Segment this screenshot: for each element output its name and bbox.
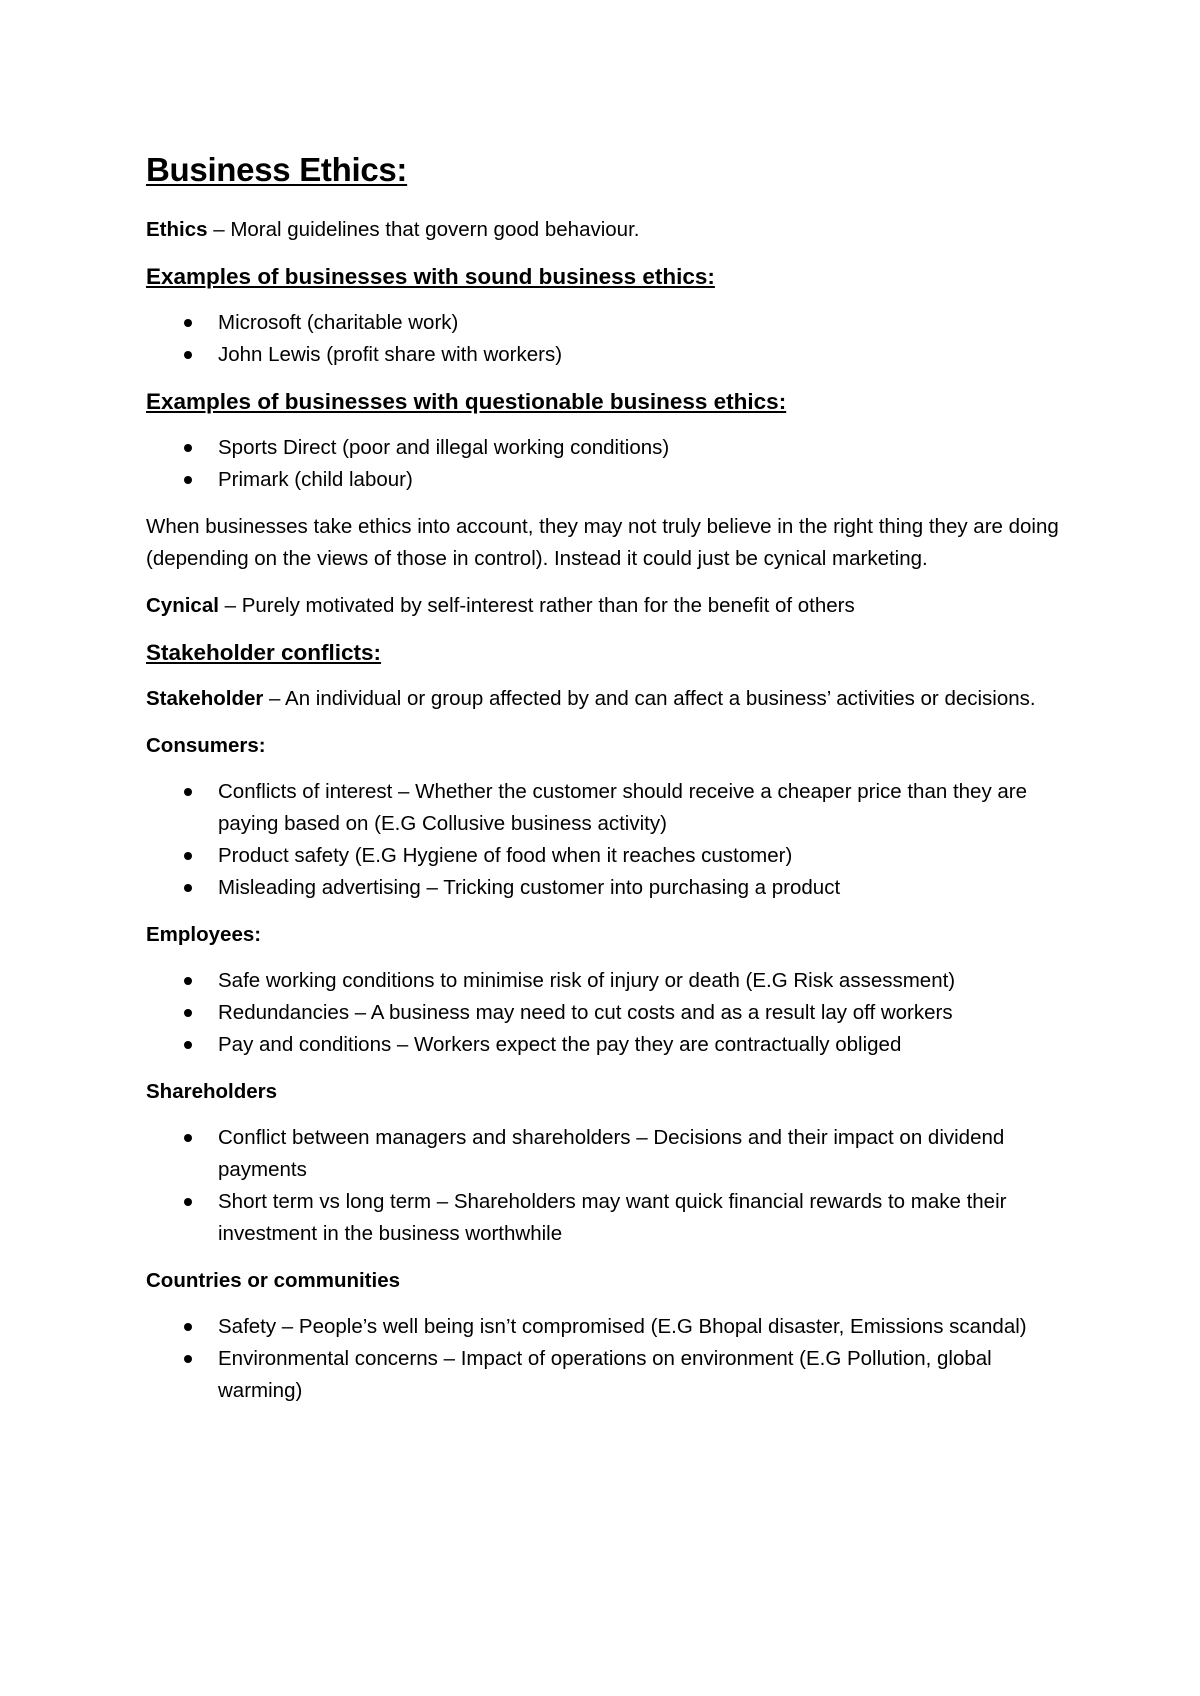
list-item <box>146 1343 1066 1407</box>
bullet-icon <box>184 1198 192 1206</box>
list-item <box>146 872 1066 904</box>
list-item <box>146 339 1066 371</box>
bullet-icon <box>184 852 192 860</box>
stakeholder-definition-text: – An individual or group affected by and can affect a business’ activities or decisions. <box>263 686 1036 710</box>
list-item <box>146 1029 1066 1061</box>
list-item <box>146 840 1066 872</box>
list-item <box>146 432 1066 464</box>
ethics-definition <box>146 214 1066 246</box>
sound-ethics-list <box>146 307 1066 371</box>
stakeholder-heading: Stakeholder conflicts: <box>146 639 382 665</box>
bullet-icon <box>184 319 192 327</box>
bullet-icon <box>184 351 192 359</box>
list-item <box>146 997 1066 1029</box>
employees-heading: Employees: <box>146 922 262 946</box>
ethics-definition-text: – Moral guidelines that govern good behaviour. <box>207 217 640 241</box>
cynical-definition <box>146 590 1066 622</box>
bullet-icon <box>184 444 192 452</box>
list-item <box>146 464 1066 496</box>
stakeholder-term: Stakeholder <box>146 686 264 710</box>
questionable-ethics-list <box>146 432 1066 496</box>
list-item <box>146 776 1066 840</box>
list-item <box>146 1311 1066 1343</box>
list-item-text: Safety – People’s well being isn’t compromised (E.G Bhopal disaster, Emissions scandal) <box>218 1314 1027 1338</box>
shareholders-heading: Shareholders <box>146 1079 278 1103</box>
communities-list <box>146 1311 1066 1407</box>
questionable-ethics-heading: Examples of businesses with questionable business ethics: <box>146 388 787 414</box>
bullet-icon <box>184 977 192 985</box>
bullet-icon <box>184 1009 192 1017</box>
page-title: Business Ethics: <box>146 151 408 188</box>
list-item <box>146 1186 1066 1250</box>
bullet-icon <box>184 1041 192 1049</box>
ethics-paragraph: When businesses take ethics into account, they may not truly believe in the right thing they are doing (depending on the views of those in control). Instead it could just be cynical marketing. <box>146 514 1059 570</box>
bullet-icon <box>184 884 192 892</box>
bullet-icon <box>184 788 192 796</box>
list-item-text: Sports Direct (poor and illegal working conditions) <box>218 435 670 459</box>
list-item-text: Product safety (E.G Hygiene of food when it reaches customer) <box>218 843 793 867</box>
list-item <box>146 307 1066 339</box>
bullet-icon <box>184 1323 192 1331</box>
sound-ethics-heading: Examples of businesses with sound business ethics: <box>146 263 715 289</box>
bullet-icon <box>184 476 192 484</box>
consumers-heading: Consumers: <box>146 733 266 757</box>
shareholders-list <box>146 1122 1066 1250</box>
cynical-term: Cynical <box>146 593 219 617</box>
list-item-text: Conflicts of interest – Whether the customer should receive a cheaper price than they are paying based on (E.G Collusive business activity) <box>218 779 1028 835</box>
list-item-text: Redundancies – A business may need to cut costs and as a result lay off workers <box>218 1000 953 1024</box>
stakeholder-definition <box>146 683 1066 715</box>
list-item <box>146 965 1066 997</box>
bullet-icon <box>184 1355 192 1363</box>
list-item <box>146 1122 1066 1186</box>
list-item-text: Environmental concerns – Impact of operations on environment (E.G Pollution, global warming) <box>218 1346 992 1402</box>
list-item-text: Pay and conditions – Workers expect the pay they are contractually obliged <box>218 1032 902 1056</box>
list-item-text: Misleading advertising – Tricking customer into purchasing a product <box>218 875 841 899</box>
bullet-icon <box>184 1134 192 1142</box>
ethics-term: Ethics <box>146 217 208 241</box>
communities-heading: Countries or communities <box>146 1268 401 1292</box>
list-item-text: Primark (child labour) <box>218 467 413 491</box>
consumers-list <box>146 776 1066 904</box>
document-body <box>146 150 1066 1422</box>
list-item-text: Safe working conditions to minimise risk of injury or death (E.G Risk assessment) <box>218 968 956 992</box>
list-item-text: Microsoft (charitable work) <box>218 310 459 334</box>
cynical-definition-text: – Purely motivated by self-interest rather than for the benefit of others <box>218 593 855 617</box>
employees-list <box>146 965 1066 1061</box>
list-item-text: John Lewis (profit share with workers) <box>218 342 563 366</box>
list-item-text: Conflict between managers and shareholders – Decisions and their impact on dividend payments <box>218 1125 1005 1181</box>
list-item-text: Short term vs long term – Shareholders may want quick financial rewards to make their investment in the business worthwhile <box>218 1189 1007 1245</box>
